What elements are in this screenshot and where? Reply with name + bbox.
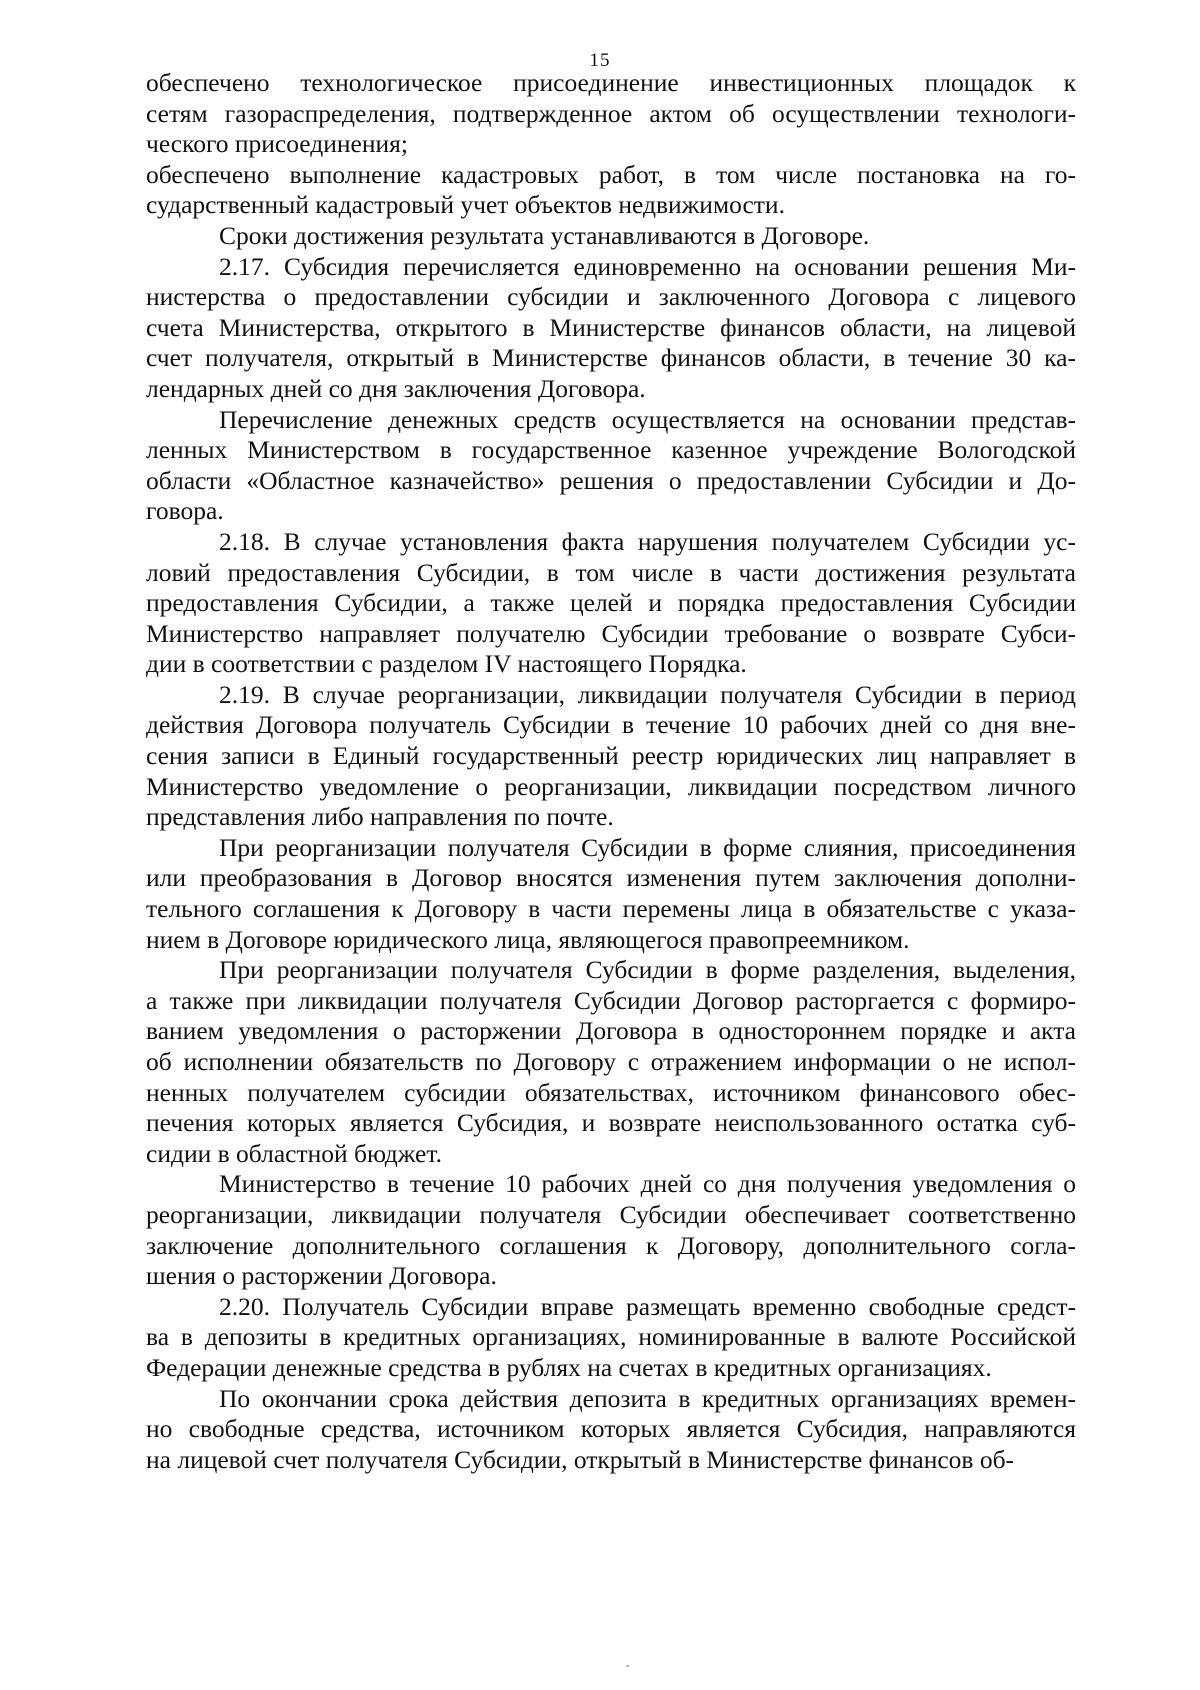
text-line: действия Договора получатель Субсидии в течение 10 рабочих дней со дня вне-	[146, 710, 1076, 740]
paragraph-p9	[146, 955, 1076, 1169]
paragraph-p7	[146, 680, 1076, 833]
text-line: но свободные средства, источником которых является Субсидия, направляются	[146, 1414, 1076, 1444]
paragraph-p2	[146, 160, 1076, 221]
text-line: 2.18. В случае установления факта нарушения получателем Субсидии ус-	[219, 526, 1076, 556]
text-line: на лицевой счет получателя Субсидии, открытый в Министерстве финансов об-	[146, 1444, 1015, 1474]
text-line: говора.	[146, 496, 224, 526]
text-line: лендарных дней со дня заключения Договора.	[146, 373, 646, 403]
text-line: или преобразования в Договор вносятся изменения путем заключения дополни-	[146, 863, 1076, 893]
text-line: Министерство в течение 10 рабочих дней со дня получения уведомления о	[219, 1169, 1076, 1199]
text-line: сения записи в Единый государственный реестр юридических лиц направляет в	[146, 741, 1076, 771]
text-line: области «Областное казначейство» решения о предоставлении Субсидии и До-	[146, 465, 1076, 495]
text-line: При реорганизации получателя Субсидии в форме слияния, присоединения	[219, 832, 1076, 862]
text-line: счета Министерства, открытого в Министерстве финансов области, на лицевой	[146, 312, 1076, 342]
text-line: об исполнении обязательств по Договору с отражением информации о не испол-	[146, 1047, 1076, 1076]
text-line: Министерство направляет получателю Субсидии требование о возврате Субси-	[146, 618, 1076, 648]
text-line: 2.20. Получатель Субсидии вправе размещать временно свободные средст-	[219, 1291, 1076, 1321]
paragraph-p6	[146, 527, 1076, 680]
text-line: Сроки достижения результата устанавливаются в Договоре.	[219, 220, 870, 250]
text-line: предоставления Субсидии, а также целей и порядка предоставления Субсидии	[146, 588, 1076, 618]
text-line: ванием уведомления о расторжении Договора в одностороннем порядке и акта	[146, 1016, 1076, 1046]
paragraph-p11	[146, 1292, 1076, 1384]
text-line: сидии в областной бюджет.	[146, 1138, 442, 1168]
text-line: 2.19. В случае реорганизации, ликвидации получателя Субсидии в период	[219, 679, 1076, 709]
text-line: нистерства о предоставлении субсидии и заключенного Договора с лицевого	[146, 282, 1076, 312]
text-line: счет получателя, открытый в Министерстве финансов области, в течение 30 ка-	[146, 343, 1076, 373]
text-line: а также при ликвидации получателя Субсидии Договор расторгается с формиро-	[146, 985, 1076, 1015]
document-body	[146, 68, 1076, 1475]
text-line: обеспечено выполнение кадастровых работ, в том числе постановка на го-	[146, 159, 1076, 189]
text-line: шения о расторжении Договора.	[146, 1261, 497, 1291]
scan-speck	[626, 1665, 629, 1667]
text-line: ва в депозиты в кредитных организациях, номинированные в валюте Российской	[146, 1322, 1076, 1352]
text-line: ловий предоставления Субсидии, в том числе в части достижения результата	[146, 557, 1076, 587]
text-line: представления либо направления по почте.	[146, 802, 614, 832]
text-line: ческого присоединения;	[146, 129, 408, 159]
text-line: При реорганизации получателя Субсидии в форме разделения, выделения,	[219, 955, 1076, 985]
text-line: 2.17. Субсидия перечисляется единовременно на основании решения Ми-	[219, 251, 1076, 281]
text-line: По окончании срока действия депозита в кредитных организациях времен-	[219, 1383, 1076, 1413]
text-line: ненных получателем субсидии обязательствах, источником финансового обес-	[146, 1077, 1076, 1107]
paragraph-p10	[146, 1169, 1076, 1291]
text-line: Министерство уведомление о реорганизации, ликвидации посредством личного	[146, 771, 1076, 801]
paragraph-p5	[146, 405, 1076, 527]
paragraph-p1	[146, 68, 1076, 160]
text-line: Федерации денежные средства в рублях на счетах в кредитных организациях.	[146, 1352, 992, 1382]
text-line: тельного соглашения к Договору в части перемены лица в обязательстве с указа-	[146, 894, 1076, 924]
paragraph-p4	[146, 252, 1076, 405]
text-line: печения которых является Субсидия, и возврате неиспользованного остатка суб-	[146, 1108, 1076, 1138]
paragraph-p3	[146, 221, 1076, 252]
text-line: реорганизации, ликвидации получателя Субсидии обеспечивает соответственно	[146, 1199, 1076, 1229]
text-line: нием в Договоре юридического лица, являющегося правопреемником.	[146, 924, 910, 954]
page-number: 15	[589, 50, 611, 71]
text-line: ленных Министерством в государственное казенное учреждение Вологодской	[146, 435, 1076, 465]
text-line: заключение дополнительного соглашения к Договору, дополнительного согла-	[146, 1230, 1076, 1260]
paragraph-p8	[146, 833, 1076, 955]
text-line: Перечисление денежных средств осуществляется на основании представ-	[219, 404, 1076, 434]
text-line: дии в соответствии с разделом IV настоящего Порядка.	[146, 649, 747, 679]
text-line: сетям газораспределения, подтвержденное актом об осуществлении технологи-	[146, 98, 1076, 128]
text-line: сударственный кадастровый учет объектов недвижимости.	[146, 190, 785, 220]
text-line: обеспечено технологическое присоединение инвестиционных площадок к	[146, 68, 1076, 97]
paragraph-p12	[146, 1384, 1076, 1476]
